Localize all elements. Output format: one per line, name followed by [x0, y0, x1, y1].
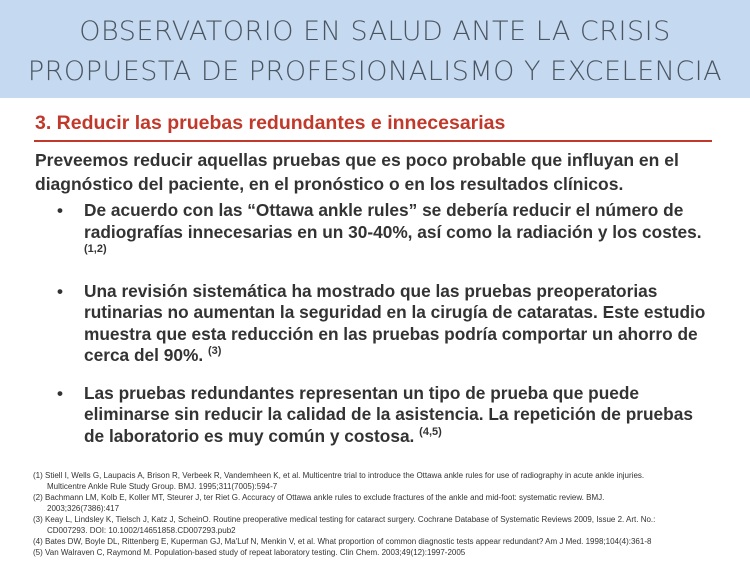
reference-item: [33, 514, 733, 536]
intro-paragraph: Preveemos reducir aquellas pruebas que es poco probable que influyan en el diagnóstico del paciente, en el pronóstico o en los resultados clínicos.: [35, 150, 679, 194]
reference-line-continued: Multicentre Ankle Rule Study Group. BMJ. 1995;311(7005):594-7: [47, 482, 278, 491]
header-title-line-2: PROPUESTA DE PROFESIONALISMO Y EXCELENCIA: [27, 56, 723, 87]
header-title-line-1: OBSERVATORIO EN SALUD ANTE LA CRISIS: [79, 16, 671, 47]
citation: (4,5): [419, 425, 442, 438]
reference-item: [33, 547, 733, 558]
citation: (3): [207, 345, 222, 358]
reference-line: (2) Bachmann LM, Kolb E, Koller MT, Steurer J, ter Riet G. Accuracy of Ottawa ankle rules to exclude fractures of the ankle and mid-foot: systematic review. BMJ.: [33, 493, 605, 502]
reference-line: (1) Stiell I, Wells G, Laupacis A, Brison R, Verbeek R, Vandemheen K, et al. Multicentre trial to introduce the Ottawa ankle rules for use of radiography in acute ankle injuries.: [33, 471, 645, 480]
reference-line: (5) Van Walraven C, Raymond M. Population-based study of repeat laboratory testing. Clin Chem. 2003;49(12):1997-2005: [33, 548, 466, 557]
bullet-list: [57, 200, 717, 463]
bullet-text: Una revisión sistemática ha mostrado que las pruebas preoperatorias rutinarias no aumentan la seguridad en la cirugía de cataratas. Este estudio muestra que esta reducción en las pruebas podría comportar un ahorro de cerca del 90%.: [84, 280, 706, 365]
reference-item: [33, 470, 733, 492]
bullet-text: Las pruebas redundantes representan un tipo de prueba que puede eliminarse sin reducir la calidad de la asistencia. La repetición de pruebas de laboratorio es muy común y costosa.: [84, 382, 693, 446]
reference-line-continued: CD007293. DOI: 10.1002/14651858.CD007293.pub2: [47, 526, 236, 535]
citation: (1,2): [84, 243, 107, 256]
slide-header: [0, 0, 750, 98]
reference-line: (4) Bates DW, Boyle DL, Rittenberg E, Kuperman GJ, Ma'Luf N, Menkin V, et al. What proportion of common diagnostic tests appear redundant? Am J Med. 1998;104(4):361-8: [33, 537, 652, 546]
reference-line-continued: 2003;326(7386):417: [47, 504, 120, 513]
bullet-item: [57, 200, 717, 265]
bullet-icon: •: [57, 383, 63, 403]
references: [33, 470, 733, 558]
bullet-item: [57, 383, 717, 448]
reference-item: [33, 492, 733, 514]
reference-item: [33, 536, 733, 547]
bullet-icon: •: [57, 201, 63, 220]
section-divider: [34, 140, 712, 142]
bullet-icon: •: [57, 281, 63, 301]
section-title: 3. Reducir las pruebas redundantes e innecesarias: [35, 112, 506, 134]
bullet-item: [57, 281, 717, 367]
reference-line: (3) Keay L, Lindsley K, Tielsch J, Katz J, ScheinO. Routine preoperative medical testing for cataract surgery. Cochrane Database of Systematic Reviews 2009, Issue 2. Art. No.:: [33, 515, 656, 524]
bullet-text: De acuerdo con las “Ottawa ankle rules” se debería reducir el número de radiografías innecesarias en un 30-40%, así como la radiación y los costes.: [84, 200, 702, 242]
